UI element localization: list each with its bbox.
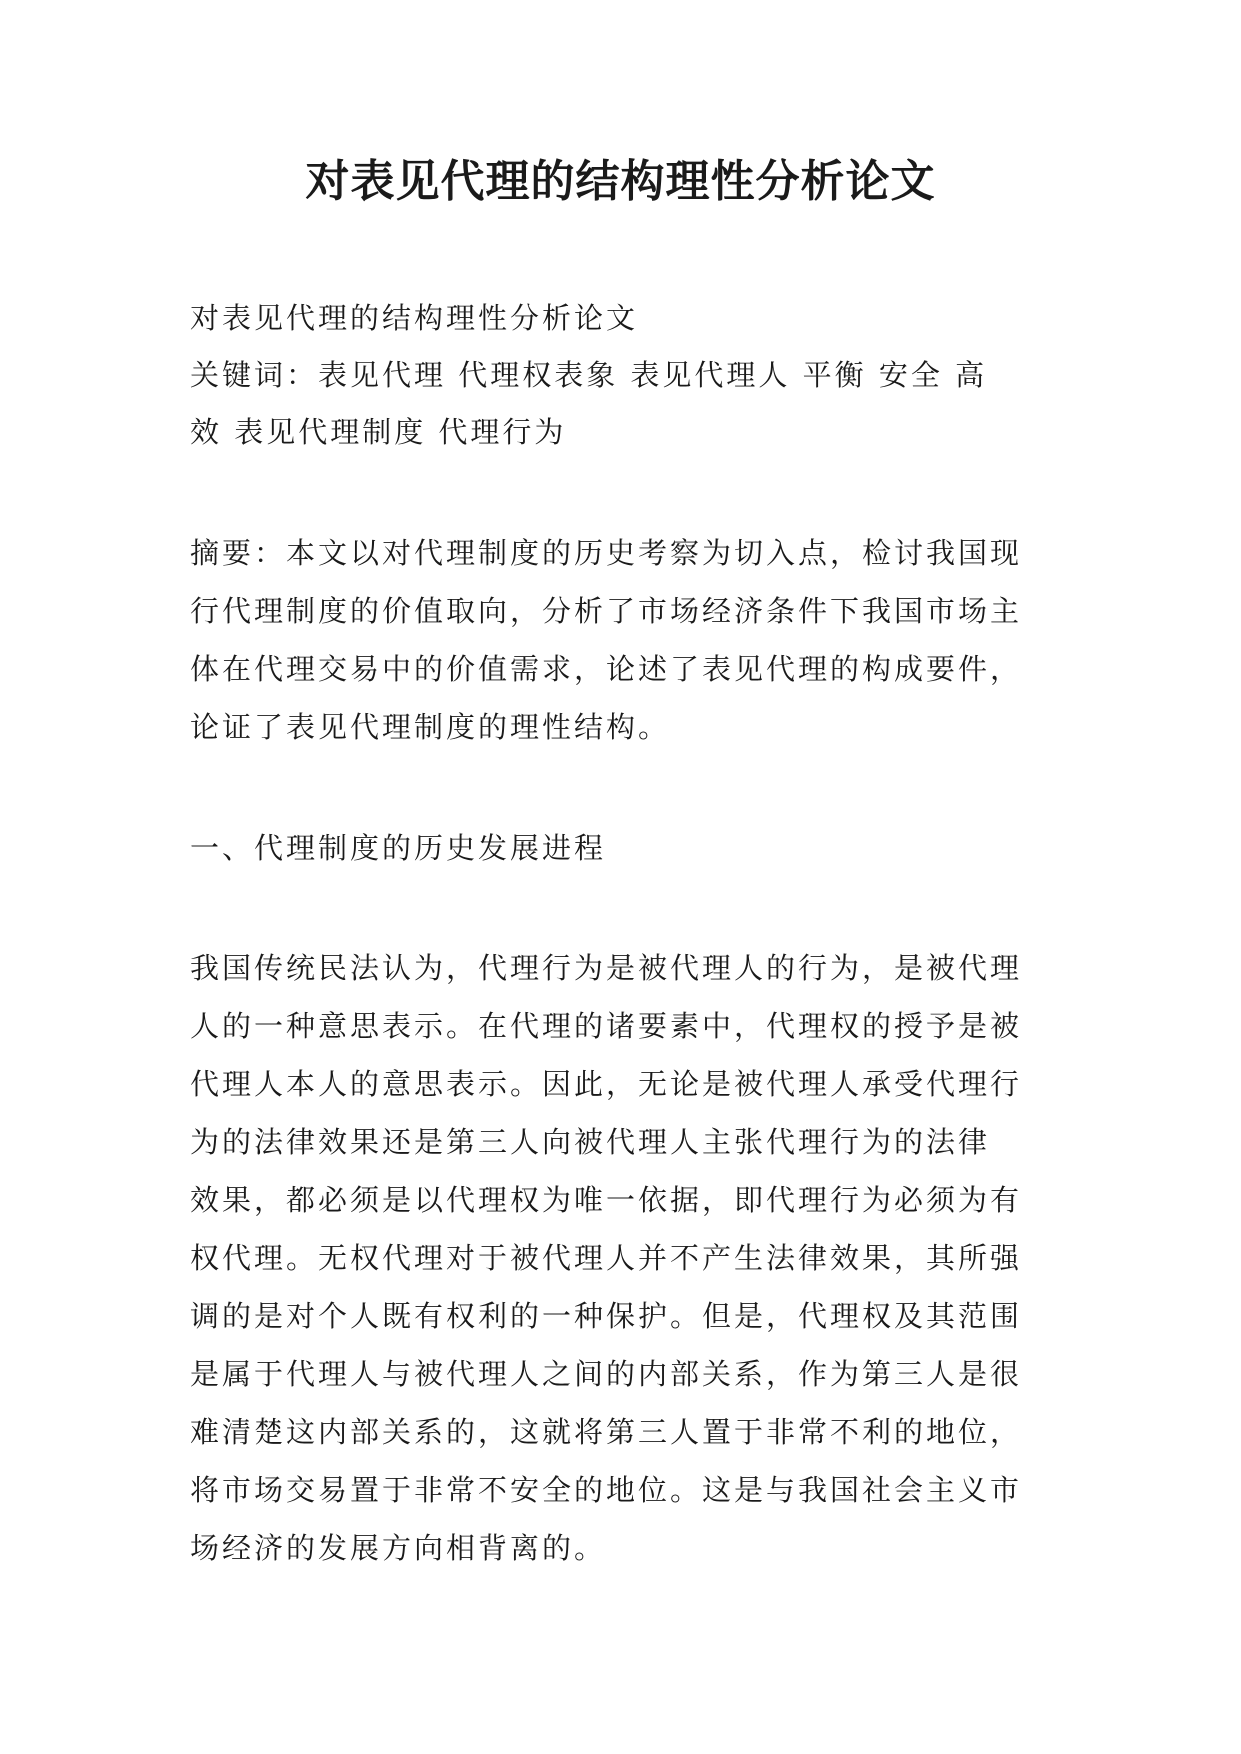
- paragraph-line: 是属于代理人与被代理人之间的内部关系，作为第三人是很: [190, 1357, 1023, 1391]
- subtitle-line: 对表见代理的结构理性分析论文: [190, 301, 639, 335]
- paragraph-line: 代理人本人的意思表示。因此，无论是被代理人承受代理行: [190, 1067, 1023, 1101]
- paragraph-line: 为的法律效果还是第三人向被代理人主张代理行为的法律: [190, 1125, 991, 1159]
- abstract-line: 体在代理交易中的价值需求，论述了表见代理的构成要件，: [190, 652, 1023, 686]
- paragraph-line: 人的一种意思表示。在代理的诸要素中，代理权的授予是被: [190, 1009, 1023, 1043]
- paragraph-line: 场经济的发展方向相背离的。: [190, 1531, 607, 1565]
- section-heading-block: [190, 819, 1050, 877]
- paragraph-line: 调的是对个人既有权利的一种保护。但是，代理权及其范围: [190, 1299, 1023, 1333]
- paragraph-line: 难清楚这内部关系的，这就将第三人置于非常不利的地位，: [190, 1415, 1023, 1449]
- document-title: 对表见代理的结构理性分析论文: [305, 156, 936, 207]
- intro-block: [190, 290, 1050, 461]
- paragraph-line: 效果，都必须是以代理权为唯一依据，即代理行为必须为有: [190, 1183, 1023, 1217]
- body-paragraph: [190, 939, 1050, 1577]
- paragraph-line: 权代理。无权代理对于被代理人并不产生法律效果，其所强: [190, 1241, 1023, 1275]
- abstract-line: 摘要：本文以对代理制度的历史考察为切入点，检讨我国现: [190, 536, 1023, 570]
- paragraph-line: 我国传统民法认为，代理行为是被代理人的行为，是被代理: [190, 951, 1023, 985]
- abstract-line: 论证了表见代理制度的理性结构。: [190, 710, 671, 744]
- document-body: [190, 290, 1050, 1577]
- abstract-line: 行代理制度的价值取向，分析了市场经济条件下我国市场主: [190, 594, 1023, 628]
- keywords-line: 关键词：表见代理 代理权表象 表见代理人 平衡 安全 高: [190, 358, 988, 392]
- section-heading: 一、代理制度的历史发展进程: [190, 831, 607, 865]
- keywords-line-continued: 效 表见代理制度 代理行为: [190, 415, 567, 449]
- paragraph-line: 将市场交易置于非常不安全的地位。这是与我国社会主义市: [190, 1473, 1023, 1507]
- abstract-paragraph: [190, 524, 1050, 756]
